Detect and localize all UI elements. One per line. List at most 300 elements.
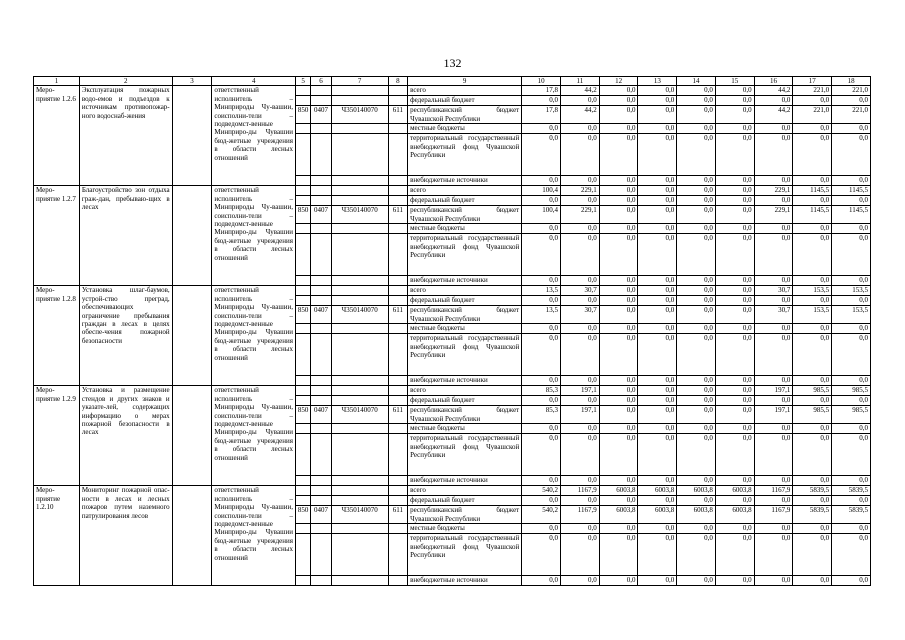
funding-source: федеральный бюджет (408, 196, 522, 206)
empty-cell (388, 234, 407, 276)
empty-cell (331, 534, 388, 576)
amount-cell: 0,0 (832, 376, 871, 386)
funding-source: всего (408, 386, 522, 396)
empty-cell (388, 296, 407, 306)
amount-cell: 0,0 (522, 434, 561, 476)
amount-cell: 0,0 (832, 496, 871, 506)
amount-cell: 0,0 (638, 476, 677, 486)
csr-code: Ч350140070 (331, 306, 388, 324)
funding-source: местные бюджеты (408, 124, 522, 134)
amount-cell: 0,0 (560, 334, 599, 376)
empty-cell (331, 386, 388, 396)
funding-source: местные бюджеты (408, 524, 522, 534)
funding-source: внебюджетные источники (408, 376, 522, 386)
amount-cell: 0,0 (522, 476, 561, 486)
empty-cell (388, 276, 407, 286)
amount-cell: 0,0 (638, 576, 677, 586)
amount-cell: 0,0 (715, 186, 754, 196)
activity-code: Меро-приятие 1.2.6 (34, 86, 80, 186)
empty-cell (295, 176, 310, 186)
amount-cell: 0,0 (638, 86, 677, 96)
empty-cell (311, 296, 331, 306)
empty-cell (311, 196, 331, 206)
amount-cell: 0,0 (560, 376, 599, 386)
empty-cell (172, 86, 212, 186)
amount-cell: 221,0 (832, 106, 871, 124)
empty-cell (311, 396, 331, 406)
amount-cell: 100,4 (522, 206, 561, 224)
amount-cell: 0,0 (522, 96, 561, 106)
amount-cell: 0,0 (599, 124, 638, 134)
amount-cell: 0,0 (793, 296, 832, 306)
amount-cell: 229,1 (754, 186, 793, 196)
funding-source: внебюджетные источники (408, 176, 522, 186)
amount-cell: 0,0 (522, 224, 561, 234)
empty-cell (331, 424, 388, 434)
amount-cell: 0,0 (832, 324, 871, 334)
amount-cell: 0,0 (638, 224, 677, 234)
amount-cell: 197,1 (560, 406, 599, 424)
activity-name: Установка шлаг-баумов, устрой-ство преград, обеспечивающих ограничение пребывания граждан в лесах в целях обеспе-чения пожарной безопасности (79, 286, 172, 386)
amount-cell: 0,0 (638, 386, 677, 396)
amount-cell: 0,0 (599, 206, 638, 224)
amount-cell: 0,0 (715, 86, 754, 96)
amount-cell: 0,0 (715, 496, 754, 506)
empty-cell (311, 534, 331, 576)
funding-source: республиканский бюджет Чувашской Республики (408, 306, 522, 324)
amount-cell: 0,0 (793, 476, 832, 486)
table-row (34, 486, 871, 496)
grbs-code: 850 (295, 406, 310, 424)
header-cell: 17 (793, 77, 832, 86)
amount-cell: 0,0 (715, 96, 754, 106)
empty-cell (295, 296, 310, 306)
amount-cell: 100,4 (522, 186, 561, 196)
amount-cell: 0,0 (793, 496, 832, 506)
empty-cell (295, 234, 310, 276)
amount-cell: 0,0 (599, 396, 638, 406)
rzpr-code: 0407 (311, 206, 331, 224)
amount-cell: 1167,9 (560, 506, 599, 524)
header-cell: 5 (295, 77, 310, 86)
amount-cell: 0,0 (677, 286, 716, 296)
amount-cell: 44,2 (560, 86, 599, 96)
amount-cell: 0,0 (715, 406, 754, 424)
empty-cell (311, 334, 331, 376)
amount-cell: 0,0 (638, 134, 677, 176)
empty-cell (295, 396, 310, 406)
amount-cell: 13,5 (522, 306, 561, 324)
amount-cell: 0,0 (638, 306, 677, 324)
amount-cell: 0,0 (599, 496, 638, 506)
header-cell: 6 (311, 77, 331, 86)
header-cell: 11 (560, 77, 599, 86)
amount-cell: 0,0 (832, 424, 871, 434)
amount-cell: 0,0 (754, 96, 793, 106)
amount-cell: 6003,8 (715, 486, 754, 496)
empty-cell (331, 524, 388, 534)
amount-cell: 0,0 (793, 434, 832, 476)
funding-source: федеральный бюджет (408, 496, 522, 506)
funding-source: внебюджетные источники (408, 476, 522, 486)
empty-cell (388, 434, 407, 476)
amount-cell: 0,0 (560, 176, 599, 186)
amount-cell: 0,0 (793, 234, 832, 276)
amount-cell: 0,0 (638, 96, 677, 106)
header-cell: 9 (408, 77, 522, 86)
empty-cell (295, 486, 310, 496)
funding-source: территориальный государственный внебюджетный фонд Чувашской Республики (408, 434, 522, 476)
amount-cell: 0,0 (754, 524, 793, 534)
amount-cell: 0,0 (599, 386, 638, 396)
amount-cell: 1167,9 (560, 486, 599, 496)
amount-cell: 0,0 (754, 396, 793, 406)
amount-cell: 0,0 (754, 124, 793, 134)
amount-cell: 0,0 (599, 296, 638, 306)
amount-cell: 0,0 (560, 534, 599, 576)
empty-cell (311, 96, 331, 106)
amount-cell: 0,0 (677, 334, 716, 376)
amount-cell: 0,0 (560, 396, 599, 406)
amount-cell: 985,5 (793, 386, 832, 396)
amount-cell: 0,0 (522, 396, 561, 406)
empty-cell (311, 176, 331, 186)
empty-cell (311, 376, 331, 386)
empty-cell (295, 124, 310, 134)
activity-name: Мониторинг пожарной опас-ности в лесах и лесных пожаров путем наземного патрулирования лесов (79, 486, 172, 586)
amount-cell: 0,0 (638, 334, 677, 376)
funding-source: республиканский бюджет Чувашской Республики (408, 106, 522, 124)
empty-cell (388, 524, 407, 534)
amount-cell: 0,0 (715, 124, 754, 134)
amount-cell: 0,0 (599, 434, 638, 476)
amount-cell: 0,0 (754, 176, 793, 186)
empty-cell (388, 476, 407, 486)
amount-cell: 0,0 (560, 96, 599, 106)
empty-cell (331, 476, 388, 486)
amount-cell: 0,0 (715, 534, 754, 576)
empty-cell (311, 576, 331, 586)
empty-cell (295, 496, 310, 506)
amount-cell: 540,2 (522, 506, 561, 524)
amount-cell: 0,0 (522, 576, 561, 586)
amount-cell: 0,0 (522, 196, 561, 206)
empty-cell (388, 196, 407, 206)
amount-cell: 0,0 (793, 96, 832, 106)
csr-code: Ч350140070 (331, 206, 388, 224)
empty-cell (388, 324, 407, 334)
amount-cell: 0,0 (677, 476, 716, 486)
amount-cell: 0,0 (832, 224, 871, 234)
amount-cell: 0,0 (677, 434, 716, 476)
amount-cell: 0,0 (599, 576, 638, 586)
amount-cell: 0,0 (560, 434, 599, 476)
empty-cell (295, 96, 310, 106)
amount-cell: 0,0 (793, 176, 832, 186)
activity-name: Благоустройство зон отдыха граж-дан, пребываю-щих в лесах (79, 186, 172, 286)
amount-cell: 0,0 (599, 524, 638, 534)
vr-code: 611 (388, 106, 407, 124)
funding-source: местные бюджеты (408, 224, 522, 234)
amount-cell: 44,2 (754, 86, 793, 96)
table-row (34, 86, 871, 96)
amount-cell: 44,2 (560, 106, 599, 124)
header-cell: 18 (832, 77, 871, 86)
empty-cell (331, 396, 388, 406)
empty-cell (331, 276, 388, 286)
amount-cell: 0,0 (599, 276, 638, 286)
empty-cell (295, 324, 310, 334)
amount-cell: 0,0 (522, 296, 561, 306)
amount-cell: 1167,9 (754, 486, 793, 496)
amount-cell: 0,0 (754, 234, 793, 276)
activity-code: Меро-приятие 1.2.7 (34, 186, 80, 286)
amount-cell: 0,0 (715, 176, 754, 186)
amount-cell: 0,0 (599, 86, 638, 96)
amount-cell: 5839,5 (832, 506, 871, 524)
amount-cell: 0,0 (560, 424, 599, 434)
empty-cell (388, 286, 407, 296)
empty-cell (311, 476, 331, 486)
amount-cell: 0,0 (832, 134, 871, 176)
amount-cell: 0,0 (715, 134, 754, 176)
empty-cell (295, 134, 310, 176)
empty-cell (311, 324, 331, 334)
vr-code: 611 (388, 206, 407, 224)
empty-cell (331, 324, 388, 334)
amount-cell: 6003,8 (677, 506, 716, 524)
amount-cell: 0,0 (638, 286, 677, 296)
amount-cell: 0,0 (560, 296, 599, 306)
amount-cell: 5839,5 (832, 486, 871, 496)
empty-cell (295, 476, 310, 486)
empty-cell (295, 576, 310, 586)
amount-cell: 0,0 (522, 496, 561, 506)
amount-cell: 0,0 (715, 234, 754, 276)
amount-cell: 1167,9 (754, 506, 793, 524)
empty-cell (295, 434, 310, 476)
amount-cell: 0,0 (715, 106, 754, 124)
amount-cell: 0,0 (638, 496, 677, 506)
amount-cell: 0,0 (599, 224, 638, 234)
amount-cell: 0,0 (638, 434, 677, 476)
amount-cell: 0,0 (754, 134, 793, 176)
amount-cell: 17,8 (522, 106, 561, 124)
amount-cell: 0,0 (677, 576, 716, 586)
empty-cell (295, 524, 310, 534)
amount-cell: 229,1 (754, 206, 793, 224)
empty-cell (388, 424, 407, 434)
empty-cell (388, 124, 407, 134)
activity-name: Эксплуатация пожарных водо-емов и подъездов к источникам противопожар-ного водоснаб-жения (79, 86, 172, 186)
amount-cell: 0,0 (599, 234, 638, 276)
table-row (34, 186, 871, 196)
amount-cell: 0,0 (560, 124, 599, 134)
empty-cell (388, 334, 407, 376)
amount-cell: 6003,8 (715, 506, 754, 524)
amount-cell: 0,0 (599, 186, 638, 196)
empty-cell (172, 286, 212, 386)
empty-cell (295, 86, 310, 96)
empty-cell (295, 224, 310, 234)
funding-source: территориальный государственный внебюджетный фонд Чувашской Республики (408, 534, 522, 576)
amount-cell: 0,0 (754, 376, 793, 386)
amount-cell: 0,0 (522, 376, 561, 386)
funding-source: всего (408, 486, 522, 496)
rzpr-code: 0407 (311, 406, 331, 424)
funding-source: всего (408, 86, 522, 96)
amount-cell: 0,0 (599, 406, 638, 424)
amount-cell: 0,0 (522, 524, 561, 534)
amount-cell: 0,0 (522, 424, 561, 434)
empty-cell (311, 276, 331, 286)
amount-cell: 0,0 (754, 496, 793, 506)
header-cell: 14 (677, 77, 716, 86)
empty-cell (388, 396, 407, 406)
amount-cell: 0,0 (754, 224, 793, 234)
activity-code: Меро-приятие 1.2.9 (34, 386, 80, 486)
amount-cell: 1145,5 (793, 206, 832, 224)
amount-cell: 0,0 (599, 306, 638, 324)
amount-cell: 0,0 (793, 376, 832, 386)
amount-cell: 0,0 (560, 496, 599, 506)
amount-cell: 0,0 (677, 524, 716, 534)
amount-cell: 0,0 (522, 334, 561, 376)
amount-cell: 0,0 (522, 234, 561, 276)
amount-cell: 13,5 (522, 286, 561, 296)
amount-cell: 0,0 (560, 196, 599, 206)
amount-cell: 0,0 (754, 276, 793, 286)
executor: ответственный исполнитель – Минприроды Чу-вашии, соисполни-тели – подведомст-венные Минприро-ды Чувашии бюд-жетные учреждения в области лесных отношений (212, 186, 296, 286)
amount-cell: 1145,5 (832, 206, 871, 224)
empty-cell (311, 486, 331, 496)
amount-cell: 0,0 (832, 196, 871, 206)
empty-cell (311, 424, 331, 434)
budget-table (33, 76, 871, 586)
csr-code: Ч350140070 (331, 506, 388, 524)
amount-cell: 0,0 (599, 196, 638, 206)
amount-cell: 0,0 (677, 324, 716, 334)
amount-cell: 0,0 (793, 534, 832, 576)
amount-cell: 0,0 (638, 524, 677, 534)
amount-cell: 0,0 (715, 224, 754, 234)
empty-cell (388, 224, 407, 234)
amount-cell: 0,0 (677, 106, 716, 124)
amount-cell: 0,0 (560, 234, 599, 276)
amount-cell: 0,0 (715, 376, 754, 386)
amount-cell: 0,0 (638, 234, 677, 276)
amount-cell: 0,0 (599, 424, 638, 434)
amount-cell: 0,0 (832, 576, 871, 586)
amount-cell: 0,0 (832, 476, 871, 486)
rzpr-code: 0407 (311, 306, 331, 324)
funding-source: всего (408, 186, 522, 196)
amount-cell: 0,0 (560, 324, 599, 334)
amount-cell: 0,0 (560, 576, 599, 586)
amount-cell: 0,0 (715, 196, 754, 206)
amount-cell: 0,0 (677, 406, 716, 424)
executor: ответственный исполнитель – Минприроды Чу-вашии, соисполни-тели – подведомст-венные Минприро-ды Чувашии бюд-жетные учреждения в области лесных отношений (212, 286, 296, 386)
amount-cell: 0,0 (677, 386, 716, 396)
amount-cell: 0,0 (638, 186, 677, 196)
amount-cell: 0,0 (715, 206, 754, 224)
empty-cell (311, 134, 331, 176)
amount-cell: 0,0 (754, 324, 793, 334)
amount-cell: 0,0 (638, 276, 677, 286)
funding-source: федеральный бюджет (408, 396, 522, 406)
empty-cell (331, 196, 388, 206)
header-cell: 3 (172, 77, 212, 86)
amount-cell: 30,7 (754, 306, 793, 324)
amount-cell: 0,0 (677, 376, 716, 386)
amount-cell: 0,0 (715, 324, 754, 334)
funding-source: территориальный государственный внебюджетный фонд Чувашской Республики (408, 234, 522, 276)
amount-cell: 0,0 (599, 476, 638, 486)
amount-cell: 985,5 (832, 406, 871, 424)
amount-cell: 85,3 (522, 386, 561, 396)
grbs-code: 850 (295, 306, 310, 324)
empty-cell (331, 296, 388, 306)
amount-cell: 153,5 (793, 306, 832, 324)
empty-cell (295, 196, 310, 206)
empty-cell (331, 234, 388, 276)
funding-source: всего (408, 286, 522, 296)
amount-cell: 0,0 (754, 424, 793, 434)
amount-cell: 0,0 (599, 534, 638, 576)
header-cell: 8 (388, 77, 407, 86)
funding-source: республиканский бюджет Чувашской Республики (408, 206, 522, 224)
amount-cell: 0,0 (832, 276, 871, 286)
amount-cell: 0,0 (560, 524, 599, 534)
amount-cell: 197,1 (560, 386, 599, 396)
empty-cell (331, 486, 388, 496)
amount-cell: 0,0 (677, 224, 716, 234)
amount-cell: 0,0 (793, 124, 832, 134)
amount-cell: 0,0 (793, 276, 832, 286)
empty-cell (388, 486, 407, 496)
amount-cell: 0,0 (715, 434, 754, 476)
empty-cell (388, 186, 407, 196)
empty-cell (331, 576, 388, 586)
header-cell: 2 (79, 77, 172, 86)
empty-cell (331, 186, 388, 196)
amount-cell: 6003,8 (677, 486, 716, 496)
empty-cell (172, 386, 212, 486)
empty-cell (388, 534, 407, 576)
amount-cell: 0,0 (715, 476, 754, 486)
csr-code: Ч350140070 (331, 106, 388, 124)
amount-cell: 0,0 (638, 376, 677, 386)
amount-cell: 0,0 (793, 396, 832, 406)
amount-cell: 0,0 (677, 534, 716, 576)
amount-cell: 0,0 (638, 124, 677, 134)
amount-cell: 985,5 (832, 386, 871, 396)
amount-cell: 0,0 (715, 306, 754, 324)
amount-cell: 0,0 (754, 296, 793, 306)
amount-cell: 0,0 (677, 206, 716, 224)
activity-name: Установка и размещение стендов и других знаков и указате-лей, содержащих информацию о мерах пожарной безопасности в лесах (79, 386, 172, 486)
vr-code: 611 (388, 506, 407, 524)
amount-cell: 153,5 (832, 286, 871, 296)
amount-cell: 0,0 (677, 396, 716, 406)
amount-cell: 0,0 (638, 196, 677, 206)
amount-cell: 0,0 (715, 424, 754, 434)
amount-cell: 0,0 (754, 434, 793, 476)
csr-code: Ч350140070 (331, 406, 388, 424)
amount-cell: 0,0 (677, 86, 716, 96)
amount-cell: 0,0 (793, 196, 832, 206)
amount-cell: 0,0 (715, 524, 754, 534)
